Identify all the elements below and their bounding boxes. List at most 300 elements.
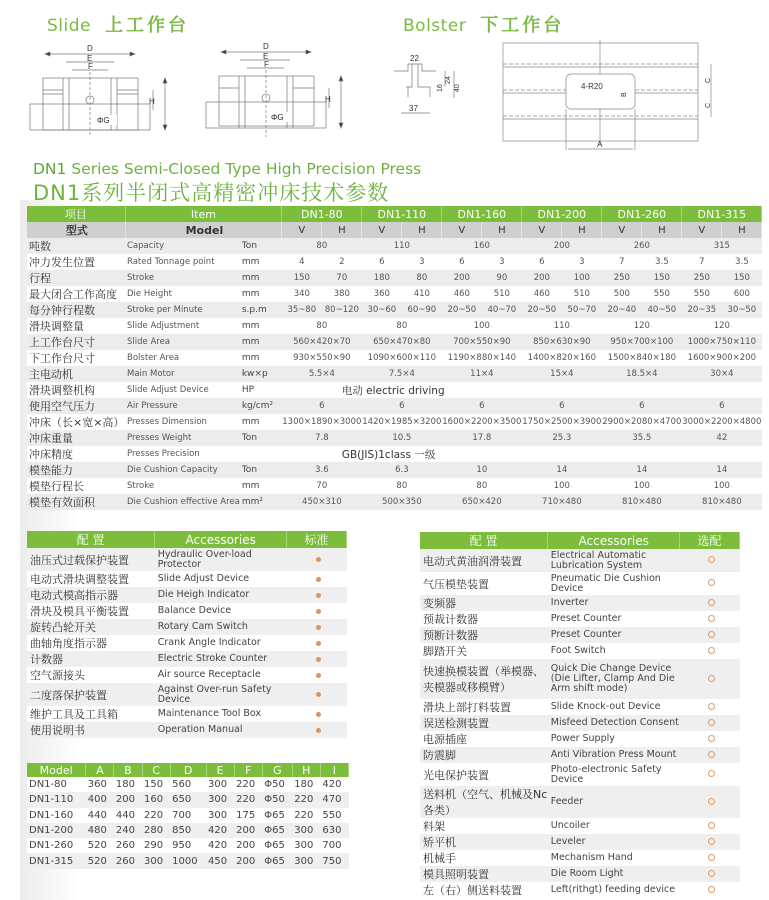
spec-label-en: Stroke <box>125 270 240 286</box>
dim-header-e: E <box>206 763 234 777</box>
dim-value: 1000 <box>170 853 206 868</box>
spec-table <box>27 206 762 510</box>
accessory-mark-cell <box>287 548 347 571</box>
tslot-diagram <box>390 52 480 122</box>
dim-header-row <box>27 763 349 777</box>
spec-label-zh: 使用空气压力 <box>27 398 125 414</box>
optional-circle-icon <box>708 719 715 726</box>
spec-value: 250 <box>682 270 722 286</box>
spec-value: 6.3 <box>362 462 442 478</box>
standard-dot-icon <box>316 657 321 662</box>
accessory-row <box>27 603 347 619</box>
accessory-name-en: Operation Manual <box>155 722 287 738</box>
accessory-row <box>27 706 347 722</box>
spec-value: 100 <box>442 318 522 334</box>
accessory-name-zh: 电动式模高指示器 <box>27 587 155 603</box>
dim-value: 520 <box>86 853 114 868</box>
spec-label-en: Bolster Area <box>125 350 240 366</box>
dim-value: 240 <box>114 823 142 838</box>
spec-value: 6 <box>522 254 562 270</box>
dim-value: 650 <box>170 792 206 807</box>
headline-zh: DN1系列半闭式高精密冲床技术参数 <box>33 181 390 205</box>
spec-label-zh: 吨数 <box>27 238 125 254</box>
accessory-mark-cell <box>680 786 740 818</box>
accessory-row <box>27 548 347 571</box>
spec-value: 18.5×4 <box>602 366 682 382</box>
spec-value: 15×4 <box>522 366 602 382</box>
accessory-name-zh: 矫平机 <box>420 834 548 850</box>
accessory-name-zh: 左（右）侧送料装置 <box>420 882 548 898</box>
spec-row <box>27 462 762 478</box>
accessory-name-en: Left(rithgt) feeding device <box>548 882 680 898</box>
spec-value: 6 <box>442 398 522 414</box>
accessory-row <box>420 882 740 898</box>
dim-value: 180 <box>292 777 320 792</box>
spec-row <box>27 430 762 446</box>
spec-value: 650×420 <box>442 494 522 510</box>
spec-value: 7.8 <box>282 430 362 446</box>
dim-model: DN1-260 <box>27 838 86 853</box>
accessory-name-zh: 曲轴角度指示器 <box>27 635 155 651</box>
spec-label-zh: 冲力发生位置 <box>27 254 125 270</box>
dim-model: DN1-160 <box>27 808 86 823</box>
dim-value: 175 <box>234 808 262 823</box>
dim-value: 700 <box>170 808 206 823</box>
header-model-6: DN1-315 <box>682 206 762 222</box>
dim-value: 200 <box>234 853 262 868</box>
accessory-mark-cell <box>287 722 347 738</box>
spec-value: 460 <box>522 286 562 302</box>
accessory-mark-cell <box>287 587 347 603</box>
spec-label-zh: 模垫行程长 <box>27 478 125 494</box>
spec-row <box>27 302 762 318</box>
spec-value: 35~80 <box>282 302 322 318</box>
dim-value: 260 <box>114 853 142 868</box>
optional-circle-icon <box>708 556 715 563</box>
dim-value: 450 <box>206 853 234 868</box>
model-v-label: V <box>362 222 402 238</box>
accessory-mark-cell <box>680 834 740 850</box>
dim-model: DN1-200 <box>27 823 86 838</box>
spec-row <box>27 414 762 430</box>
accessory-name-en: Die Room Light <box>548 866 680 882</box>
spec-value: 930×550×90 <box>282 350 362 366</box>
spec-row <box>27 334 762 350</box>
spec-value: 30~60 <box>362 302 402 318</box>
spec-value: 100 <box>682 478 762 494</box>
spec-value: 6 <box>282 398 362 414</box>
svg-text:F: F <box>88 62 93 71</box>
accessory-mark-cell <box>680 595 740 611</box>
spec-value: 1000×750×110 <box>682 334 762 350</box>
slide-diagram-1 <box>25 42 175 137</box>
accessory-mark-cell <box>287 651 347 667</box>
spec-label-en: Die Cushion Capacity <box>125 462 240 478</box>
slide-title-zh: 上工作台 <box>105 15 189 36</box>
dim-value: 520 <box>86 838 114 853</box>
spec-value: 7 <box>602 254 642 270</box>
accessory-mark-cell <box>680 882 740 898</box>
spec-label-en: Presses Weight <box>125 430 240 446</box>
svg-text:4-R20: 4-R20 <box>581 82 603 91</box>
standard-dot-icon <box>316 609 321 614</box>
dim-value: 420 <box>206 823 234 838</box>
dim-row <box>27 838 349 853</box>
spec-value: 4 <box>282 254 322 270</box>
accessory-name-zh: 油压式过载保护装置 <box>27 548 155 571</box>
spec-value: 810×480 <box>682 494 762 510</box>
spec-row <box>27 270 762 286</box>
spec-value: 11×4 <box>442 366 522 382</box>
accessory-mark-cell <box>287 706 347 722</box>
header-model-1: DN1-80 <box>282 206 362 222</box>
standard-dot-icon <box>316 692 321 697</box>
accessory-row <box>420 786 740 818</box>
spec-value: 6 <box>602 398 682 414</box>
accessory-name-en: Uncoiler <box>548 818 680 834</box>
header-model-3: DN1-160 <box>442 206 522 222</box>
spec-label-zh: 行程 <box>27 270 125 286</box>
accessory-row <box>420 549 740 572</box>
accessory-row <box>420 699 740 715</box>
accessory-mark-cell <box>680 866 740 882</box>
svg-text:37: 37 <box>409 104 418 113</box>
dim-value: 400 <box>86 792 114 807</box>
spec-value: 50~70 <box>562 302 602 318</box>
svg-text:D: D <box>87 44 93 53</box>
standard-dot-icon <box>316 673 321 678</box>
spec-label-zh: 冲床（长×宽×高） <box>29 416 125 429</box>
spec-value: 7.5×4 <box>362 366 442 382</box>
accessory-name-en: Air source Receptacle <box>155 667 287 683</box>
spec-row <box>27 398 762 414</box>
dim-value: 360 <box>86 777 114 792</box>
accessory-row <box>420 763 740 786</box>
svg-text:16: 16 <box>437 84 444 92</box>
dim-value: 470 <box>320 792 348 807</box>
accessory-name-en: Pneumatic Die Cushion Device <box>548 572 680 595</box>
accessory-name-en: Preset Counter <box>548 627 680 643</box>
dim-row <box>27 777 349 792</box>
spec-label-en: Slide Adjust Device <box>125 382 240 398</box>
spec-value: 110 <box>522 318 602 334</box>
spec-value: 120 <box>602 318 682 334</box>
accessory-mark-cell <box>680 763 740 786</box>
spec-value: 40~70 <box>482 302 522 318</box>
dim-row <box>27 808 349 823</box>
dim-value: 260 <box>114 838 142 853</box>
accessory-name-zh: 滑块及模具平衡装置 <box>27 603 155 619</box>
spec-value-all: 电动 electric driving <box>282 382 762 398</box>
accessory-name-en: Feeder <box>548 786 680 818</box>
optional-circle-icon <box>708 599 715 606</box>
svg-text:24: 24 <box>445 76 452 84</box>
spec-value: 14 <box>522 462 602 478</box>
accessory-row <box>420 572 740 595</box>
accessory-name-en: Foot Switch <box>548 643 680 659</box>
spec-value: 6 <box>682 398 762 414</box>
spec-value: 550 <box>642 286 682 302</box>
accessory-mark-cell <box>680 643 740 659</box>
dim-value: 220 <box>234 777 262 792</box>
accessory-name-zh: 料架 <box>420 818 548 834</box>
dim-value: 300 <box>206 777 234 792</box>
accessory-name-zh: 送料机（空气、机械及Nc各类） <box>420 786 548 818</box>
spec-value: 80 <box>282 238 362 254</box>
opt-acc-header-en: Accessories <box>548 532 680 549</box>
svg-text:C: C <box>705 102 712 108</box>
accessory-name-zh: 模具照明装置 <box>420 866 548 882</box>
accessory-name-zh: 电动式黄油润滑装置 <box>420 549 548 572</box>
standard-dot-icon <box>316 577 321 582</box>
header-item-zh: 项目 <box>27 206 125 222</box>
dim-header-d: D <box>170 763 206 777</box>
spec-unit: mm <box>240 270 282 286</box>
spec-value: 110 <box>362 238 442 254</box>
spec-unit: Ton <box>240 462 282 478</box>
spec-unit: mm <box>240 334 282 350</box>
spec-value: 80 <box>282 318 362 334</box>
spec-value: 60~90 <box>402 302 442 318</box>
optional-circle-icon <box>708 631 715 638</box>
spec-value: 80 <box>362 318 442 334</box>
accessory-row <box>420 866 740 882</box>
dim-value: 150 <box>142 777 170 792</box>
accessory-row <box>420 715 740 731</box>
spec-value: 460 <box>442 286 482 302</box>
dim-value: 300 <box>292 838 320 853</box>
spec-value: 3.6 <box>282 462 362 478</box>
optional-circle-icon <box>708 615 715 622</box>
standard-dot-icon <box>316 712 321 717</box>
spec-value: 25.3 <box>522 430 602 446</box>
spec-label-en: Air Pressure <box>125 398 240 414</box>
model-v-label: V <box>682 222 722 238</box>
dim-value: Φ65 <box>262 853 292 868</box>
spec-label-zh: 最大闭合工作高度 <box>27 286 125 302</box>
accessory-mark-cell <box>287 667 347 683</box>
spec-value: 380 <box>322 286 362 302</box>
spec-value: 150 <box>642 270 682 286</box>
spec-value: 1420×1985×3200 <box>362 414 442 430</box>
accessory-mark-cell <box>680 549 740 572</box>
spec-value: 950×700×100 <box>602 334 682 350</box>
accessory-name-zh: 预断计数器 <box>420 627 548 643</box>
dim-value: 420 <box>320 777 348 792</box>
spec-row <box>27 286 762 302</box>
spec-label-en: Presses Dimension <box>125 414 240 430</box>
opt-acc-header-zh: 配 置 <box>420 532 548 549</box>
svg-text:B: B <box>621 92 628 97</box>
spec-value: 80 <box>402 270 442 286</box>
accessory-mark-cell <box>680 850 740 866</box>
spec-value: 5.5×4 <box>282 366 362 382</box>
accessory-mark-cell <box>287 571 347 587</box>
svg-text:E: E <box>263 52 269 61</box>
spec-row <box>27 382 762 398</box>
spec-value: 200 <box>442 270 482 286</box>
spec-value: 3000×2200×4800 <box>682 414 762 430</box>
svg-text:D: D <box>263 42 269 51</box>
standard-dot-icon <box>316 728 321 733</box>
spec-value: 510 <box>482 286 522 302</box>
svg-text:H: H <box>325 95 331 104</box>
spec-model-row <box>27 222 762 238</box>
spec-unit: mm <box>240 350 282 366</box>
accessory-name-zh: 电源插座 <box>420 731 548 747</box>
spec-value: 3 <box>562 254 602 270</box>
optional-circle-icon <box>708 838 715 845</box>
dim-value: 300 <box>206 792 234 807</box>
accessory-name-en: Inverter <box>548 595 680 611</box>
svg-text:H: H <box>149 97 155 106</box>
dim-value: 420 <box>206 838 234 853</box>
optional-circle-icon <box>708 735 715 742</box>
optional-circle-icon <box>708 579 715 586</box>
accessory-mark-cell <box>680 818 740 834</box>
spec-value: 500×350 <box>362 494 442 510</box>
accessory-mark-cell <box>287 635 347 651</box>
spec-value: 2 <box>322 254 362 270</box>
std-acc-header-mark: 标准 <box>287 531 347 548</box>
accessory-row <box>27 683 347 706</box>
dim-model: DN1-110 <box>27 792 86 807</box>
accessory-row <box>27 651 347 667</box>
spec-row <box>27 318 762 334</box>
spec-value: 80~120 <box>322 302 362 318</box>
spec-row <box>27 254 762 270</box>
spec-value: 500 <box>602 286 642 302</box>
dim-value: Φ65 <box>262 838 292 853</box>
spec-value: 560×420×70 <box>282 334 362 350</box>
spec-value: 80 <box>362 478 442 494</box>
dim-value: 160 <box>142 792 170 807</box>
slide-section-title <box>47 11 189 37</box>
spec-value: 250 <box>602 270 642 286</box>
optional-accessories-table <box>420 532 740 898</box>
spec-value: 14 <box>602 462 682 478</box>
accessory-name-en: Balance Device <box>155 603 287 619</box>
dim-value: 700 <box>320 838 348 853</box>
model-en: Model <box>125 222 282 238</box>
accessory-row <box>420 731 740 747</box>
spec-unit: mm² <box>240 494 282 510</box>
spec-label-zh: 模垫有效面积 <box>27 494 125 510</box>
accessory-mark-cell <box>287 619 347 635</box>
spec-unit: Ton <box>240 238 282 254</box>
dim-value: 440 <box>86 808 114 823</box>
spec-value: 180 <box>362 270 402 286</box>
dim-value: 200 <box>234 838 262 853</box>
dim-value: 300 <box>292 853 320 868</box>
spec-row <box>27 238 762 254</box>
spec-value: 120 <box>682 318 762 334</box>
spec-value: 1500×840×180 <box>602 350 682 366</box>
bolster-section-title <box>403 11 564 37</box>
svg-text:C: C <box>705 77 712 83</box>
dim-value: 220 <box>292 792 320 807</box>
optional-circle-icon <box>708 703 715 710</box>
spec-value: 150 <box>282 270 322 286</box>
spec-value: 100 <box>562 270 602 286</box>
accessory-row <box>27 587 347 603</box>
dim-value: 560 <box>170 777 206 792</box>
spec-label-en: Capacity <box>125 238 240 254</box>
spec-label-zh: 每分钟行程数 <box>27 302 125 318</box>
accessory-name-en: Electrical Automatic Lubrication System <box>548 549 680 572</box>
spec-unit: mm <box>240 478 282 494</box>
spec-value: 2900×2080×4700 <box>602 414 682 430</box>
spec-value: 20~35 <box>682 302 722 318</box>
svg-text:ΦG: ΦG <box>271 113 284 122</box>
accessory-mark-cell <box>287 683 347 706</box>
spec-label-en: Presses Precision <box>125 446 240 462</box>
dim-value: Φ65 <box>262 823 292 838</box>
standard-dot-icon <box>316 557 321 562</box>
accessory-row <box>420 834 740 850</box>
spec-label-zh: 冲床重量 <box>27 430 125 446</box>
accessory-row <box>27 619 347 635</box>
spec-value: 6 <box>442 254 482 270</box>
spec-value: 810×480 <box>602 494 682 510</box>
accessory-row <box>27 722 347 738</box>
dim-value: 850 <box>170 823 206 838</box>
dim-value: 200 <box>114 792 142 807</box>
dim-header-g: G <box>262 763 292 777</box>
headline-en-text: Series Semi-Closed Type High Precision Press <box>66 160 422 178</box>
accessory-mark-cell <box>680 611 740 627</box>
dim-value: 750 <box>320 853 348 868</box>
opt-acc-header <box>420 532 740 549</box>
std-acc-header-en: Accessories <box>155 531 287 548</box>
spec-value: 100 <box>522 478 602 494</box>
model-h-label: H <box>322 222 362 238</box>
svg-text:22: 22 <box>410 54 419 63</box>
spec-label-zh: 模垫能力 <box>27 462 125 478</box>
accessory-name-en: Die Heigh Indicator <box>155 587 287 603</box>
spec-value: 7 <box>682 254 722 270</box>
model-h-label: H <box>482 222 522 238</box>
dim-value: 200 <box>234 823 262 838</box>
model-v-label: V <box>522 222 562 238</box>
accessory-name-en: Mechanism Hand <box>548 850 680 866</box>
accessory-name-zh: 计数器 <box>27 651 155 667</box>
spec-unit: mm <box>240 286 282 302</box>
spec-value: 70 <box>282 478 362 494</box>
spec-label-en: Die Height <box>125 286 240 302</box>
spec-value: 410 <box>402 286 442 302</box>
spec-unit: s.p.m <box>240 302 282 318</box>
spec-value: 3 <box>402 254 442 270</box>
spec-row <box>27 366 762 382</box>
accessory-name-en: Photo-electronic Safety Device <box>548 763 680 786</box>
spec-value: 1600×900×200 <box>682 350 762 366</box>
spec-label-en: Slide Adjustment <box>125 318 240 334</box>
accessory-name-en: Hydraulic Over-load Protector <box>155 548 287 571</box>
optional-circle-icon <box>708 854 715 861</box>
dim-value: 180 <box>114 777 142 792</box>
spec-value: 1600×2200×3500 <box>442 414 522 430</box>
accessory-name-en: Electric Stroke Counter <box>155 651 287 667</box>
dim-value: 480 <box>86 823 114 838</box>
spec-value: 42 <box>682 430 762 446</box>
accessory-row <box>27 635 347 651</box>
accessory-name-en: Quick Die Change Device (Die Lifter, Clamp And Die Arm shift mode) <box>548 659 680 699</box>
dim-value: 300 <box>292 823 320 838</box>
dim-value: 300 <box>206 808 234 823</box>
spec-label-zh: 冲床精度 <box>27 446 125 462</box>
spec-value: 10 <box>442 462 522 478</box>
